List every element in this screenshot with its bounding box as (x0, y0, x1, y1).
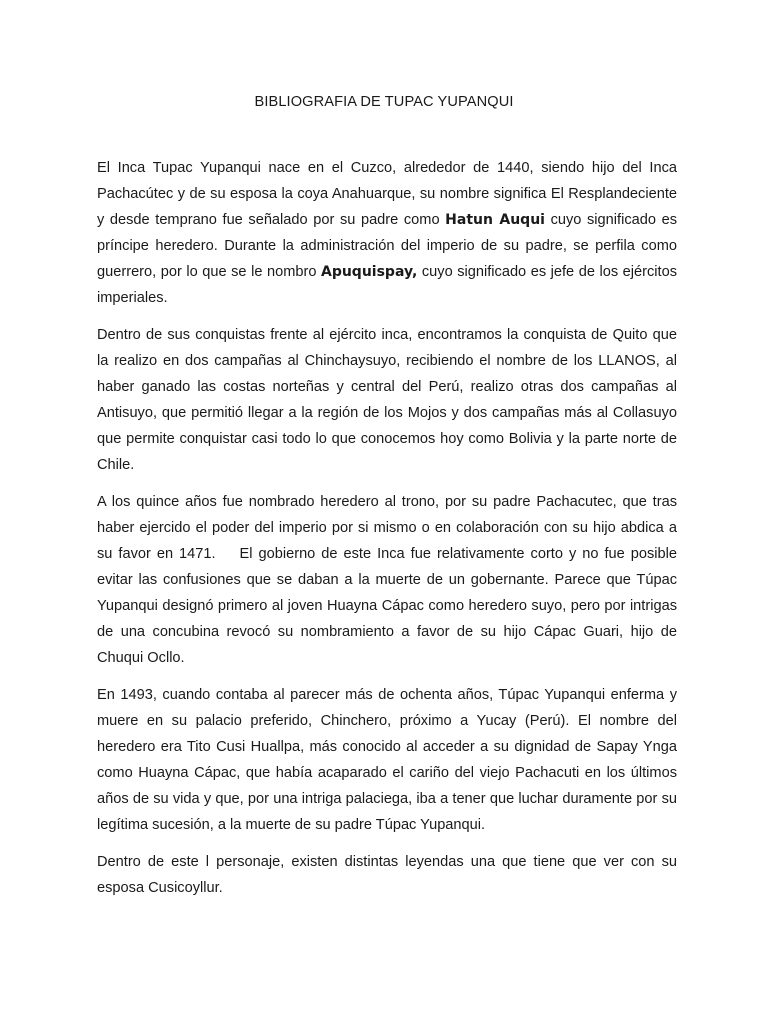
paragraph-1 (97, 155, 677, 311)
paragraph-1-text-c: cuyo significado es príncipe heredero. Durante la administración del imperio de su padre, se perfila como guerrero, por lo que se le nombro (97, 212, 677, 280)
term-hatun-auqui: Hatun Auqui (445, 212, 545, 228)
document-body (97, 155, 682, 912)
term-apuquispay: Apuquispay, (320, 264, 418, 280)
paragraph-1-text-e: cuyo significado es jefe de los ejércitos imperiales. (97, 264, 677, 306)
paragraph-2: Dentro de sus conquistas frente al ejército inca, encontramos la conquista de Quito que la realizo en dos campañas al Chinchaysuyo, recibiendo el nombre de los LLANOS, al haber ganado las costas norteñas y central del Perú, realizo otras dos campañas al Antisuyo, que permitió llegar a la región de los Mojos y dos campañas más al Collasuyo que permite conquistar casi todo lo que conocemos hoy como Bolivia y la parte norte de Chile. (97, 327, 677, 473)
paragraph-5: Dentro de este l personaje, existen distintas leyendas una que tiene que ver con su esposa Cusicoyllur. (97, 854, 677, 896)
paragraph-3: A los quince años fue nombrado heredero al trono, por su padre Pachacutec, que tras haber ejercido el poder del imperio por si mismo o en colaboración con su hijo abdica a su favor en 1471. El gobierno de este Inca fue relativamente corto y no fue posible evitar las confusiones que se daban a la muerte de un gobernante. Parece que Túpac Yupanqui designó primero al joven Huayna Cápac como heredero suyo, pero por intrigas de una concubina revocó su nombramiento a favor de su hijo Cápac Guari, hijo de Chuqui Ocllo. (97, 494, 682, 666)
paragraph-1-text-a: El Inca Tupac Yupanqui nace en el Cuzco, alrededor de 1440, siendo hijo del Inca Pachacútec y de su esposa la coya Anahuarque, su nombre significa El Resplandeciente y desde temprano fue señalado por su padre como (97, 160, 677, 228)
document-title: BIBLIOGRAFIA DE TUPAC YUPANQUI (254, 94, 514, 110)
paragraph-4: En 1493, cuando contaba al parecer más de ochenta años, Túpac Yupanqui enferma y muere en su palacio preferido, Chinchero, próximo a Yucay (Perú). El nombre del heredero era Tito Cusi Huallpa, más conocido al acceder a su dignidad de Sapay Ynga como Huayna Cápac, que había acaparado el cariño del viejo Pachacuti en los últimos años de su vida y que, por una intriga palaciega, iba a tener que luchar duramente por su legítima sucesión, a la muerte de su padre Túpac Yupanqui. (97, 687, 677, 833)
